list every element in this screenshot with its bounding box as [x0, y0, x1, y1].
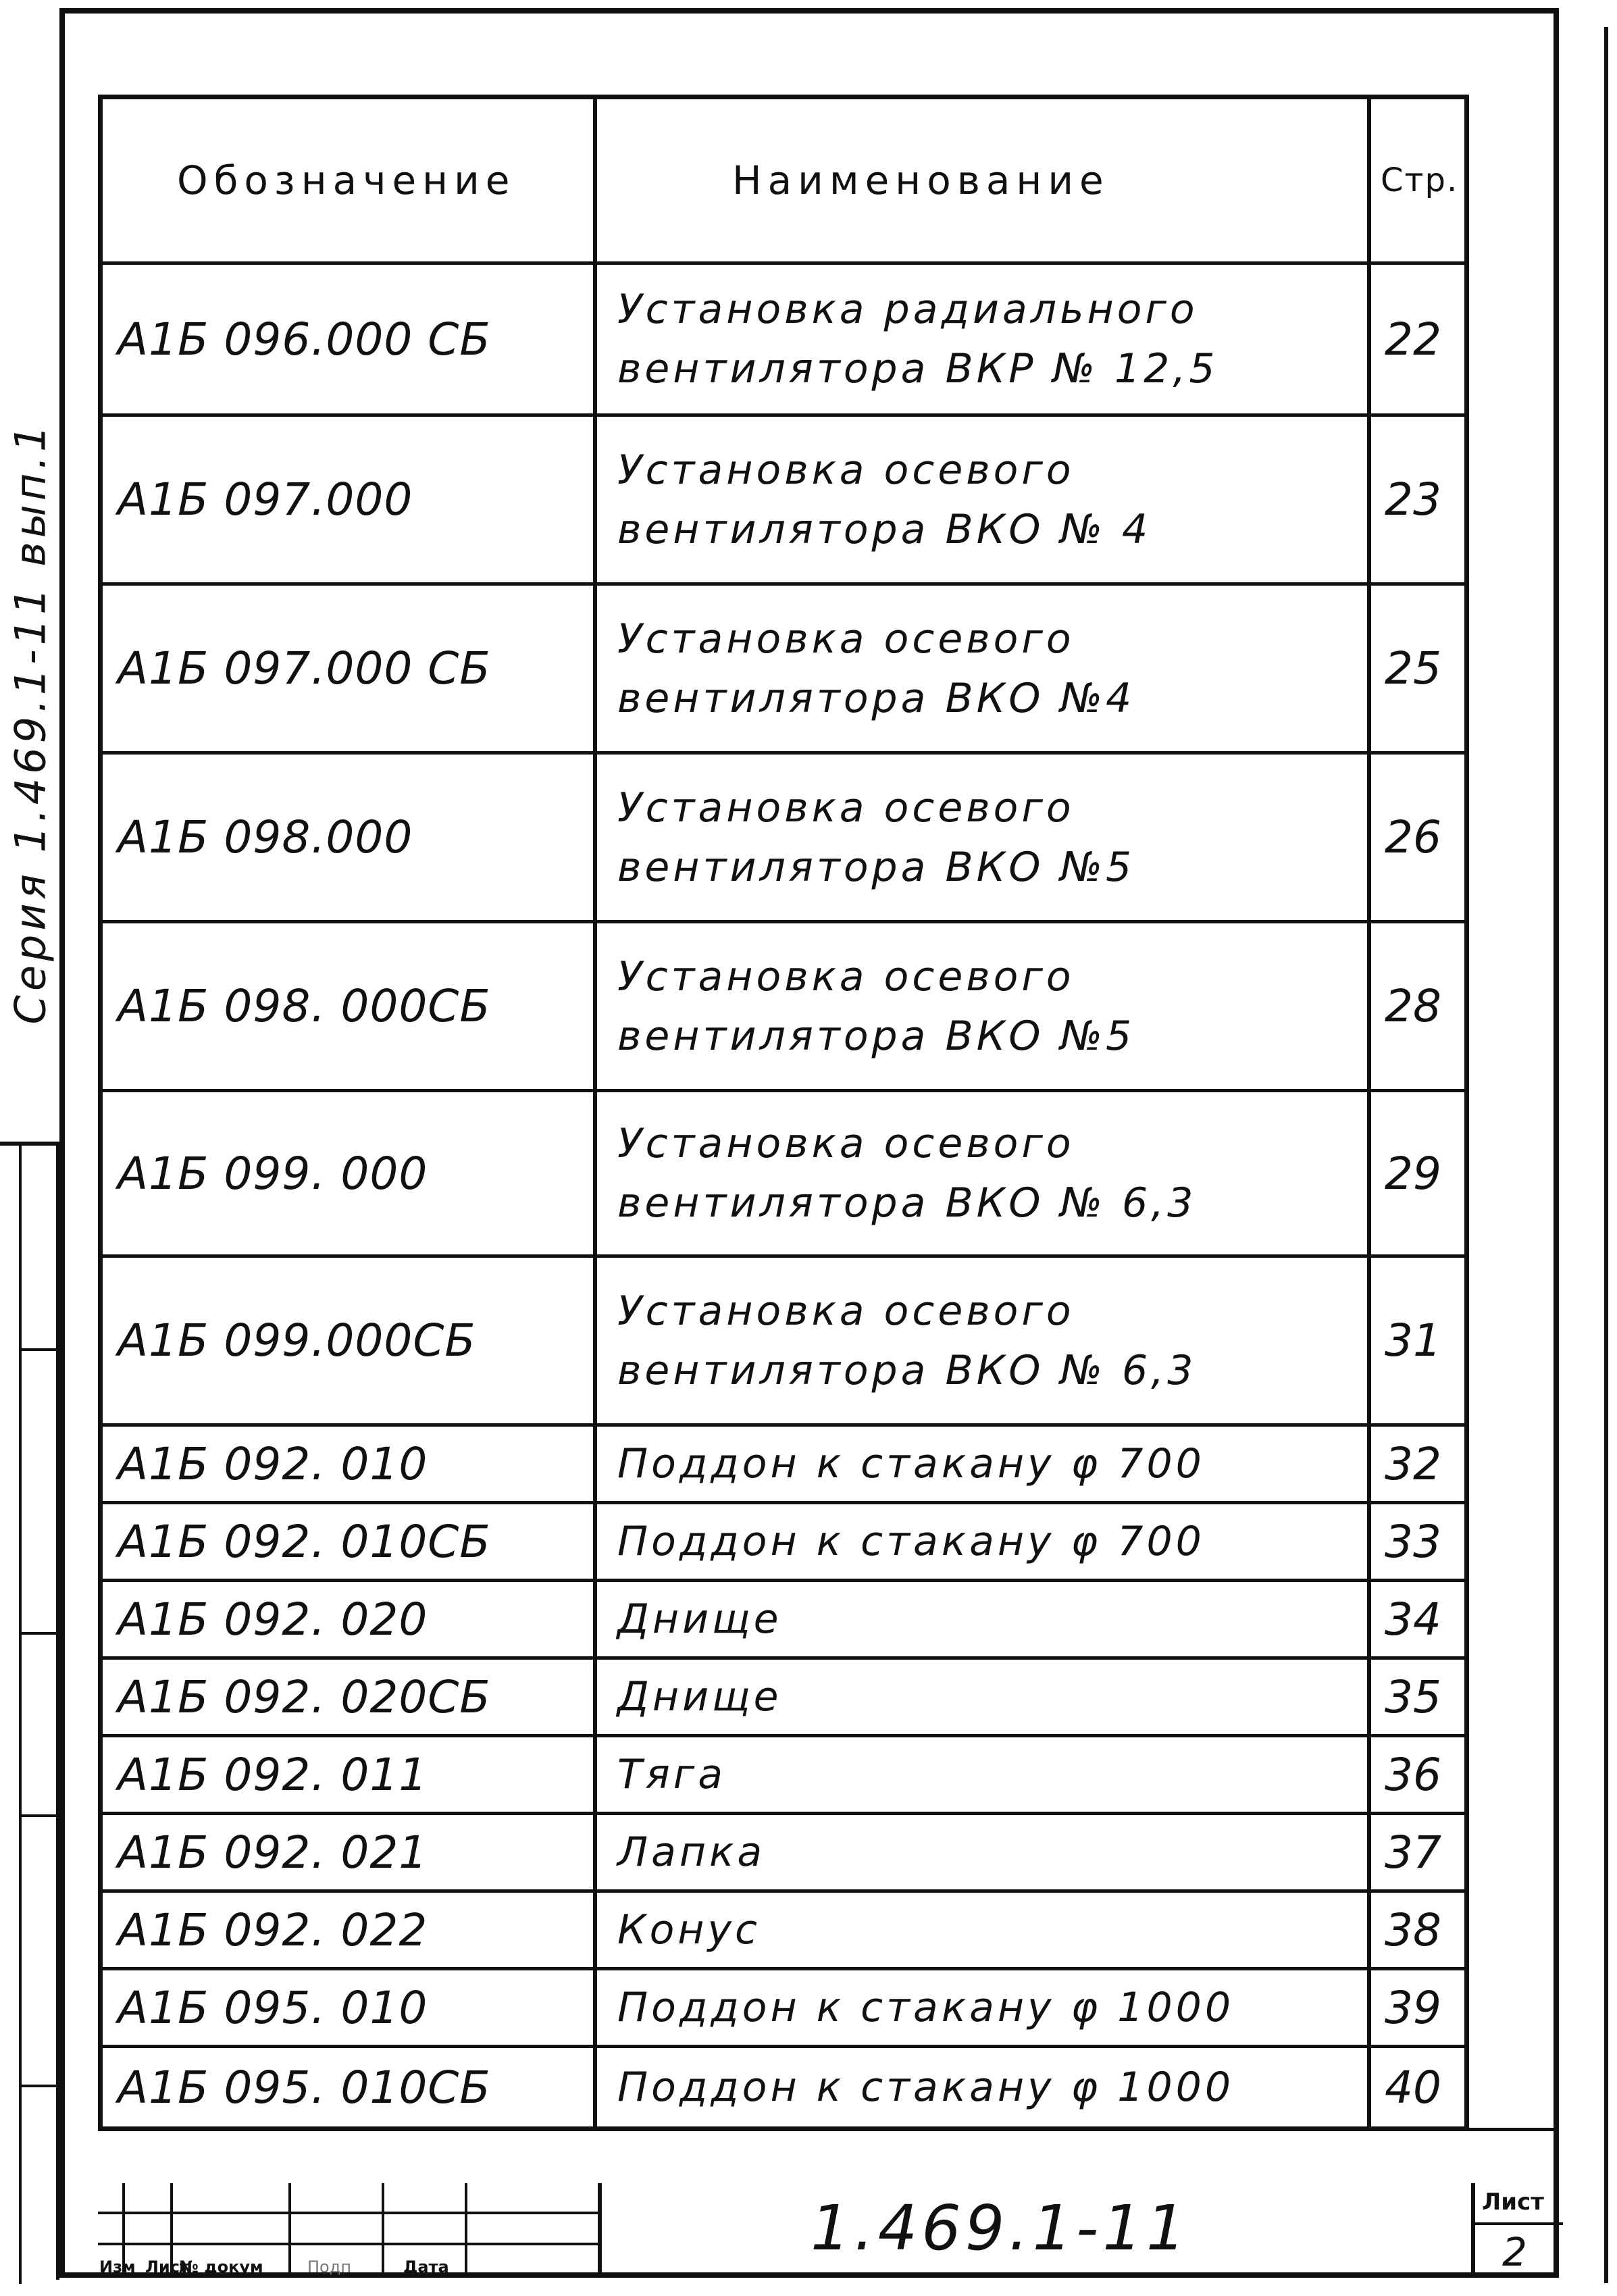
code: А1Б 092. 020СБ: [118, 1670, 491, 1723]
code: А1Б 098. 000СБ: [118, 980, 491, 1032]
name-line-1: Установка радиального: [617, 286, 1198, 333]
code: А1Б 092. 021: [118, 1826, 428, 1879]
page-cell: [1371, 1737, 1464, 1812]
table-row: [103, 1737, 1464, 1815]
page-number: 37: [1385, 1826, 1441, 1879]
header-page: Стр.: [1381, 161, 1459, 199]
page-number: 26: [1385, 811, 1441, 863]
page-number: 33: [1385, 1515, 1441, 1568]
page-cell: [1371, 417, 1464, 582]
strip-divider: [19, 1146, 22, 2284]
name: Лапка: [617, 1829, 766, 1876]
table-row: [103, 923, 1464, 1092]
header-designation: Обозначение: [177, 157, 516, 203]
code-cell: [103, 1258, 597, 1423]
code-cell: [103, 1893, 597, 1967]
name-line-2: вентилятора ВКО № 6,3: [617, 1346, 1197, 1394]
code: А1Б 092. 020: [118, 1593, 428, 1646]
name-line-2: вентилятора ВКО № 4: [617, 505, 1152, 553]
code-cell: [103, 1582, 597, 1656]
name-line-1: Установка осевого: [617, 784, 1075, 832]
grid-line: [98, 2243, 602, 2245]
page-cell: [1371, 1427, 1464, 1501]
name-cell: [597, 1258, 1371, 1423]
code: А1Б 096.000 СБ: [118, 313, 491, 365]
name-line-2: вентилятора ВКО №5: [617, 843, 1135, 891]
code-cell: [103, 586, 597, 751]
header-page-cell: [1371, 99, 1464, 261]
strip-line: [20, 1814, 59, 1817]
name-cell: [597, 1504, 1371, 1579]
code-cell: [103, 1092, 597, 1254]
page-cell: [1371, 1970, 1464, 2045]
grid-line: [465, 2183, 467, 2278]
name-cell: [597, 1970, 1371, 2045]
name-line-1: Установка осевого: [617, 1287, 1075, 1335]
page-cell: [1371, 755, 1464, 920]
code: А1Б 092. 022: [118, 1904, 428, 1956]
name-line-1: Установка осевого: [617, 446, 1075, 494]
name: Поддон к стакану φ 1000: [617, 2064, 1234, 2111]
code-cell: [103, 1660, 597, 1734]
revision-grid: [98, 2183, 602, 2278]
code-cell: [103, 923, 597, 1089]
page-cell: [1371, 265, 1464, 413]
name-line-1: Установка осевого: [617, 615, 1075, 663]
name-cell: [597, 1427, 1371, 1501]
name-cell: [597, 1893, 1371, 1967]
table-row: [103, 586, 1464, 755]
page-number: 34: [1385, 1593, 1441, 1646]
code: А1Б 099. 000: [118, 1147, 428, 1200]
page-cell: [1371, 2048, 1464, 2126]
name: Тяга: [617, 1751, 727, 1798]
table-row: [103, 1258, 1464, 1427]
name-line-1: Установка осевого: [617, 952, 1075, 1000]
page-number: 38: [1385, 1904, 1441, 1956]
code-cell: [103, 1427, 597, 1501]
caption-signature: Подп: [307, 2257, 352, 2276]
table-row: [103, 1893, 1464, 1970]
page-number: 40: [1385, 2061, 1441, 2114]
code: А1Б 092. 010СБ: [118, 1515, 491, 1568]
strip-line: [20, 1348, 59, 1351]
table-row: [103, 2048, 1464, 2126]
table-header-row: [103, 99, 1464, 265]
name: Днище: [617, 1673, 782, 1720]
strip-line: [20, 2085, 59, 2087]
left-stamp-strip: [0, 1142, 59, 2280]
page-cell: [1371, 586, 1464, 751]
name: Поддон к стакану φ 1000: [617, 1984, 1234, 2031]
header-name: Наименование: [732, 157, 1110, 203]
strip-line: [20, 1632, 59, 1635]
page-number: 22: [1385, 313, 1441, 365]
name-line-2: вентилятора ВКР № 12,5: [617, 345, 1218, 392]
table-row: [103, 755, 1464, 923]
code: А1Б 098.000: [118, 811, 413, 863]
name: Конус: [617, 1906, 761, 1954]
header-name-cell: [597, 99, 1371, 261]
name: Поддон к стакану φ 700: [617, 1518, 1205, 1565]
page-number: 32: [1385, 1437, 1441, 1490]
grid-line: [382, 2183, 384, 2278]
code-cell: [103, 2048, 597, 2126]
sheet-box: [1471, 2183, 1559, 2278]
name-cell: [597, 265, 1371, 413]
header-designation-cell: [103, 99, 597, 261]
grid-line: [98, 2212, 602, 2214]
caption-date: Дата: [403, 2257, 449, 2276]
page-cell: [1371, 923, 1464, 1089]
name-cell: [597, 1092, 1371, 1254]
name-line-2: вентилятора ВКО № 6,3: [617, 1179, 1197, 1227]
contents-table: [98, 95, 1469, 2131]
name-cell: [597, 1660, 1371, 1734]
name-cell: [597, 2048, 1371, 2126]
name-cell: [597, 1815, 1371, 1889]
page-number: 23: [1385, 474, 1441, 526]
page-cell: [1371, 1582, 1464, 1656]
name-cell: [597, 1737, 1371, 1812]
page-number: 39: [1385, 1981, 1441, 2034]
code: А1Б 097.000 СБ: [118, 642, 491, 694]
page-cell: [1371, 1504, 1464, 1579]
title-block-top-line: [98, 2128, 1559, 2131]
code: А1Б 095. 010СБ: [118, 2061, 491, 2114]
table-row: [103, 1427, 1464, 1504]
page-cell: [1371, 1092, 1464, 1254]
name-cell: [597, 923, 1371, 1089]
name-line-1: Установка осевого: [617, 1120, 1075, 1167]
page-number: 35: [1385, 1670, 1441, 1723]
code: А1Б 092. 011: [118, 1748, 428, 1801]
code: А1Б 097.000: [118, 474, 413, 526]
table-row: [103, 1092, 1464, 1258]
series-stamp: Серия 1.469.1-11 вып.1: [5, 421, 55, 1025]
code-cell: [103, 417, 597, 582]
code-cell: [103, 755, 597, 920]
caption-izm: Изм: [99, 2257, 136, 2276]
page-cell: [1371, 1258, 1464, 1423]
name: Днище: [617, 1596, 782, 1643]
table-row: [103, 1970, 1464, 2048]
code-cell: [103, 1737, 597, 1812]
table-row: [103, 1815, 1464, 1893]
page-cell: [1371, 1815, 1464, 1889]
table-row: [103, 265, 1464, 417]
page-number: 29: [1385, 1147, 1441, 1200]
sheet-separator: [1475, 2222, 1563, 2225]
caption-doc-number: № докум: [179, 2257, 263, 2276]
grid-line: [288, 2183, 291, 2278]
code-cell: [103, 265, 597, 413]
table-row: [103, 1582, 1464, 1660]
name-cell: [597, 586, 1371, 751]
page-number: 36: [1385, 1748, 1441, 1801]
name-cell: [597, 1582, 1371, 1656]
name-line-2: вентилятора ВКО №4: [617, 674, 1135, 722]
caption-list: Лист: [145, 2257, 189, 2276]
document-code: 1.469.1-11: [811, 2192, 1190, 2264]
code: А1Б 099.000СБ: [118, 1315, 476, 1367]
sheet-label: Лист: [1482, 2189, 1544, 2216]
sheet-number: 2: [1502, 2229, 1527, 2275]
name: Поддон к стакану φ 700: [617, 1440, 1205, 1487]
page-number: 28: [1385, 980, 1441, 1032]
page-number: 31: [1385, 1315, 1441, 1367]
code-cell: [103, 1815, 597, 1889]
code-cell: [103, 1504, 597, 1579]
code-cell: [103, 1970, 597, 2045]
table-row: [103, 1504, 1464, 1582]
right-margin-line: [1604, 27, 1608, 2283]
page-cell: [1371, 1893, 1464, 1967]
code: А1Б 095. 010: [118, 1981, 428, 2034]
table-row: [103, 1660, 1464, 1737]
name-cell: [597, 755, 1371, 920]
name-line-2: вентилятора ВКО №5: [617, 1012, 1135, 1060]
code: А1Б 092. 010: [118, 1437, 428, 1490]
page-cell: [1371, 1660, 1464, 1734]
name-cell: [597, 417, 1371, 582]
table-row: [103, 417, 1464, 586]
page-number: 25: [1385, 642, 1441, 694]
